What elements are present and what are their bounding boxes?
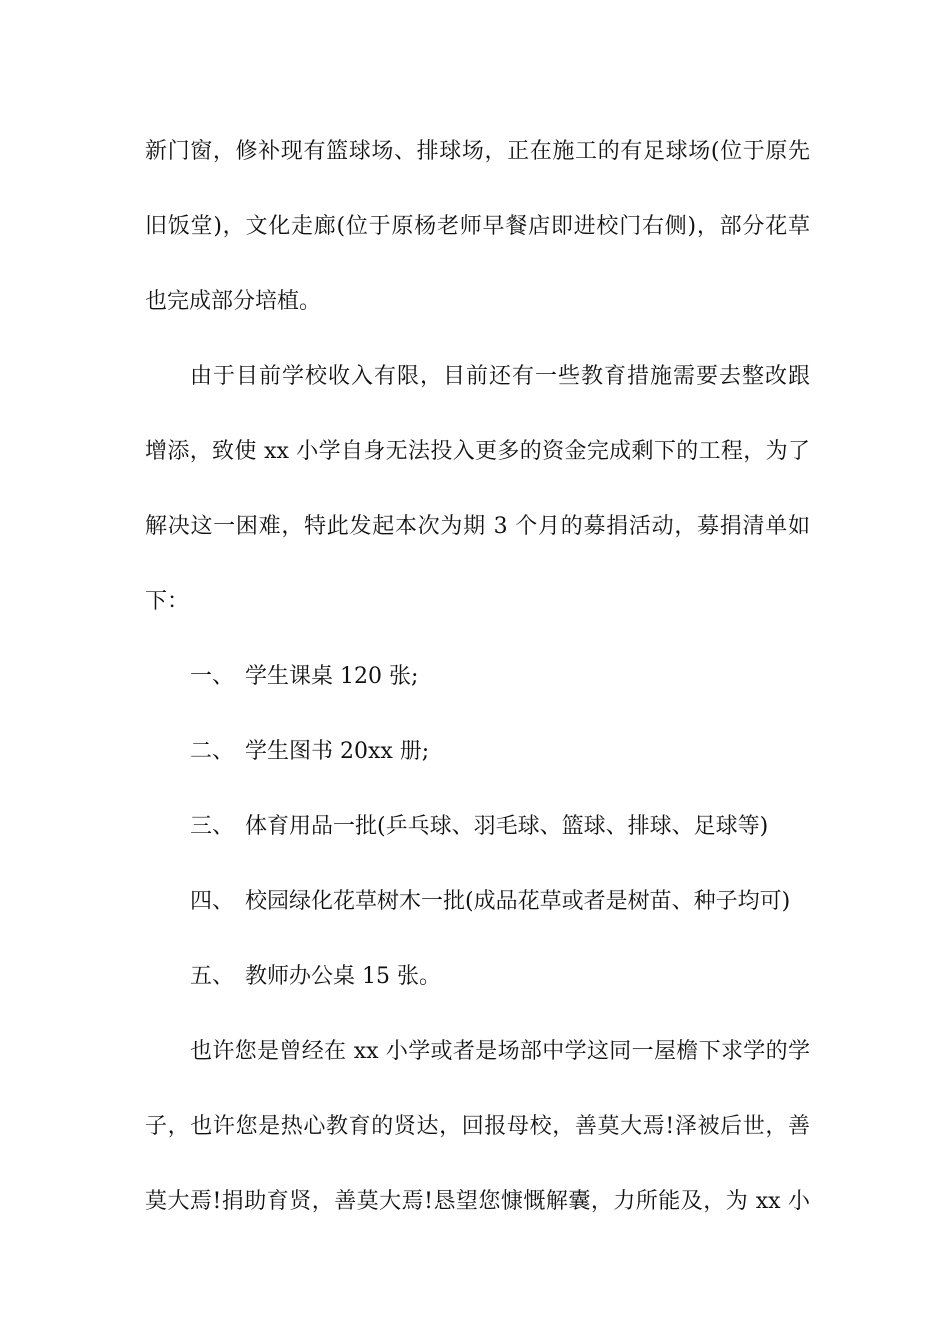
list-item-text: 学生图书 20xx 册; xyxy=(245,739,430,764)
paragraph-1-line-2: 旧饭堂)，文化走廊(位于原杨老师早餐店即进校门右侧)，部分花草 xyxy=(145,214,810,239)
paragraph-2-line-3: 解决这一困难，特此发起本次为期 3 个月的募捐活动，募捐清单如 xyxy=(145,514,810,539)
paragraph-2-line-2: 增添，致使 xx 小学自身无法投入更多的资金完成剩下的工程，为了 xyxy=(145,439,810,464)
list-item-text: 学生课桌 120 张; xyxy=(245,664,419,689)
list-item-number: 四、 xyxy=(190,889,235,914)
list-item xyxy=(190,962,441,992)
list-item-text: 体育用品一批(乒乓球、羽毛球、篮球、排球、足球等) xyxy=(245,814,769,839)
list-item-number: 二、 xyxy=(190,739,235,764)
paragraph-3-line-1: 也许您是曾经在 xx 小学或者是场部中学这同一屋檐下求学的学 xyxy=(190,1039,810,1064)
paragraph-2-line-4: 下： xyxy=(145,589,190,614)
list-item-number: 三、 xyxy=(190,814,235,839)
list-item-number: 一、 xyxy=(190,664,235,689)
paragraph-1-line-1: 新门窗，修补现有篮球场、排球场，正在施工的有足球场(位于原先 xyxy=(145,139,810,164)
list-item-text: 教师办公桌 15 张。 xyxy=(245,964,441,989)
list-item xyxy=(190,887,790,917)
list-item xyxy=(190,737,429,767)
list-item-number: 五、 xyxy=(190,964,235,989)
list-item xyxy=(190,662,418,692)
paragraph-2-line-1: 由于目前学校收入有限，目前还有一些教育措施需要去整改跟 xyxy=(190,364,810,389)
list-item-text: 校园绿化花草树木一批(成品花草或者是树苗、种子均可) xyxy=(245,889,791,914)
paragraph-1-line-3: 也完成部分培植。 xyxy=(145,289,322,314)
list-item xyxy=(190,812,768,842)
paragraph-3-line-2: 子，也许您是热心教育的贤达，回报母校，善莫大焉!泽被后世，善 xyxy=(145,1114,810,1139)
paragraph-3-line-3: 莫大焉!捐助育贤，善莫大焉!恳望您慷慨解囊，力所能及，为 xx 小 xyxy=(145,1189,810,1214)
